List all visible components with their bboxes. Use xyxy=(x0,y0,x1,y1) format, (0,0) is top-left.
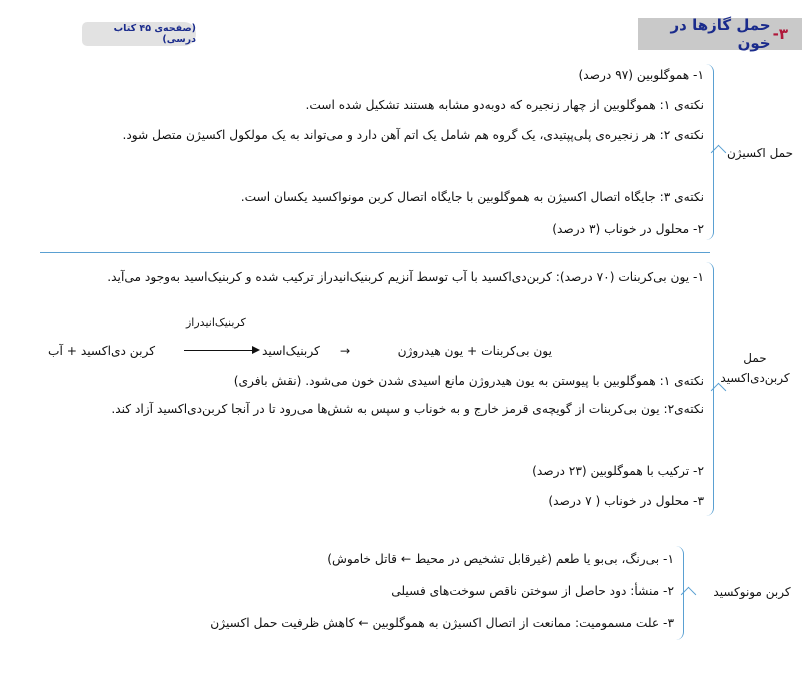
oxygen-line-4: نکته‌ی ۳: جایگاه اتصال اکسیژن به هموگلوبین با جایگاه اتصال کربن مونواکسید یکسان است. xyxy=(240,190,704,204)
oxygen-line-3: نکته‌ی ۲: هر زنجیره‌ی پلی‌پپتیدی، یک گروه هم شامل یک اتم آهن دارد و می‌تواند به یک مولکول اکسیژن متصل شود. xyxy=(122,128,704,142)
co-line-2: ۲- منشأ: دود حاصل از سوختن ناقص سوخت‌های فسیلی xyxy=(391,584,674,598)
co2-label-line2: کربن‌دی‌اکسید xyxy=(720,371,790,385)
section-title xyxy=(638,18,802,50)
reaction-arrow-1-line xyxy=(184,350,254,351)
oxygen-line-2: نکته‌ی ۱: هموگلوبین از چهار زنجیره که دوبه‌دو مشابه هستند تشکیل شده است. xyxy=(305,98,704,112)
section-title-text: حمل گازها در خون xyxy=(670,16,771,52)
reaction-intermediate: کربنیک‌اسید xyxy=(262,344,320,358)
co-line-1: ۱- بی‌رنگ، بی‌بو یا طعم (غیرقابل تشخیص در محیط ← قاتل خاموش) xyxy=(327,552,674,566)
reaction-arrow-1-head xyxy=(252,346,260,354)
separator-1 xyxy=(40,252,710,253)
co-label: کربن مونوکسید xyxy=(713,585,791,599)
oxygen-line-1: ۱- هموگلوبین (۹۷ درصد) xyxy=(578,68,704,82)
co-line-3: ۳- علت مسمومیت: ممانعت از اتصال اکسیژن به هموگلوبین ← کاهش ظرفیت حمل اکسیژن xyxy=(210,616,674,630)
reaction-arrow-2: → xyxy=(340,344,351,358)
reaction-reactants: کربن دی‌اکسید + آب xyxy=(48,344,155,358)
co2-label-line1: حمل xyxy=(743,351,767,365)
oxygen-line-5: ۲- محلول در خوناب (۳ درصد) xyxy=(552,222,704,236)
co2-note-1: نکته‌ی ۱: هموگلوبین با پیوستن به یون هیدروژن مانع اسیدی شدن خون می‌شود. (نقش بافری) xyxy=(233,374,704,388)
reaction-enzyme: کربنیک‌انیدراز xyxy=(186,316,246,329)
co2-note-2: نکته‌ی۲: یون بی‌کربنات از گویچه‌ی قرمز خارج و به خوناب و سپس به شش‌ها می‌رود تا در آنجا کربن‌دی‌اکسید آزاد کند. xyxy=(111,402,704,416)
reaction-products: یون بی‌کربنات + یون هیدروژن xyxy=(397,344,552,358)
co2-line-2: ۲- ترکیب با هموگلوبین (۲۳ درصد) xyxy=(532,464,704,478)
textbook-page-ref: (صفحه‌ی ۴۵ کتاب درسی) xyxy=(82,22,196,46)
co2-line-1: ۱- یون بی‌کربنات (۷۰ درصد): کربن‌دی‌اکسید با آب توسط آنزیم کربنیک‌انیدراز ترکیب شده و کربنیک‌اسید به‌وجود می‌آید. xyxy=(107,270,704,284)
co2-line-3: ۳- محلول در خوناب ( ۷ درصد) xyxy=(548,494,704,508)
co2-label xyxy=(710,348,800,388)
section-number: ۳- xyxy=(772,25,788,43)
oxygen-label: حمل اکسیژن xyxy=(726,146,794,160)
